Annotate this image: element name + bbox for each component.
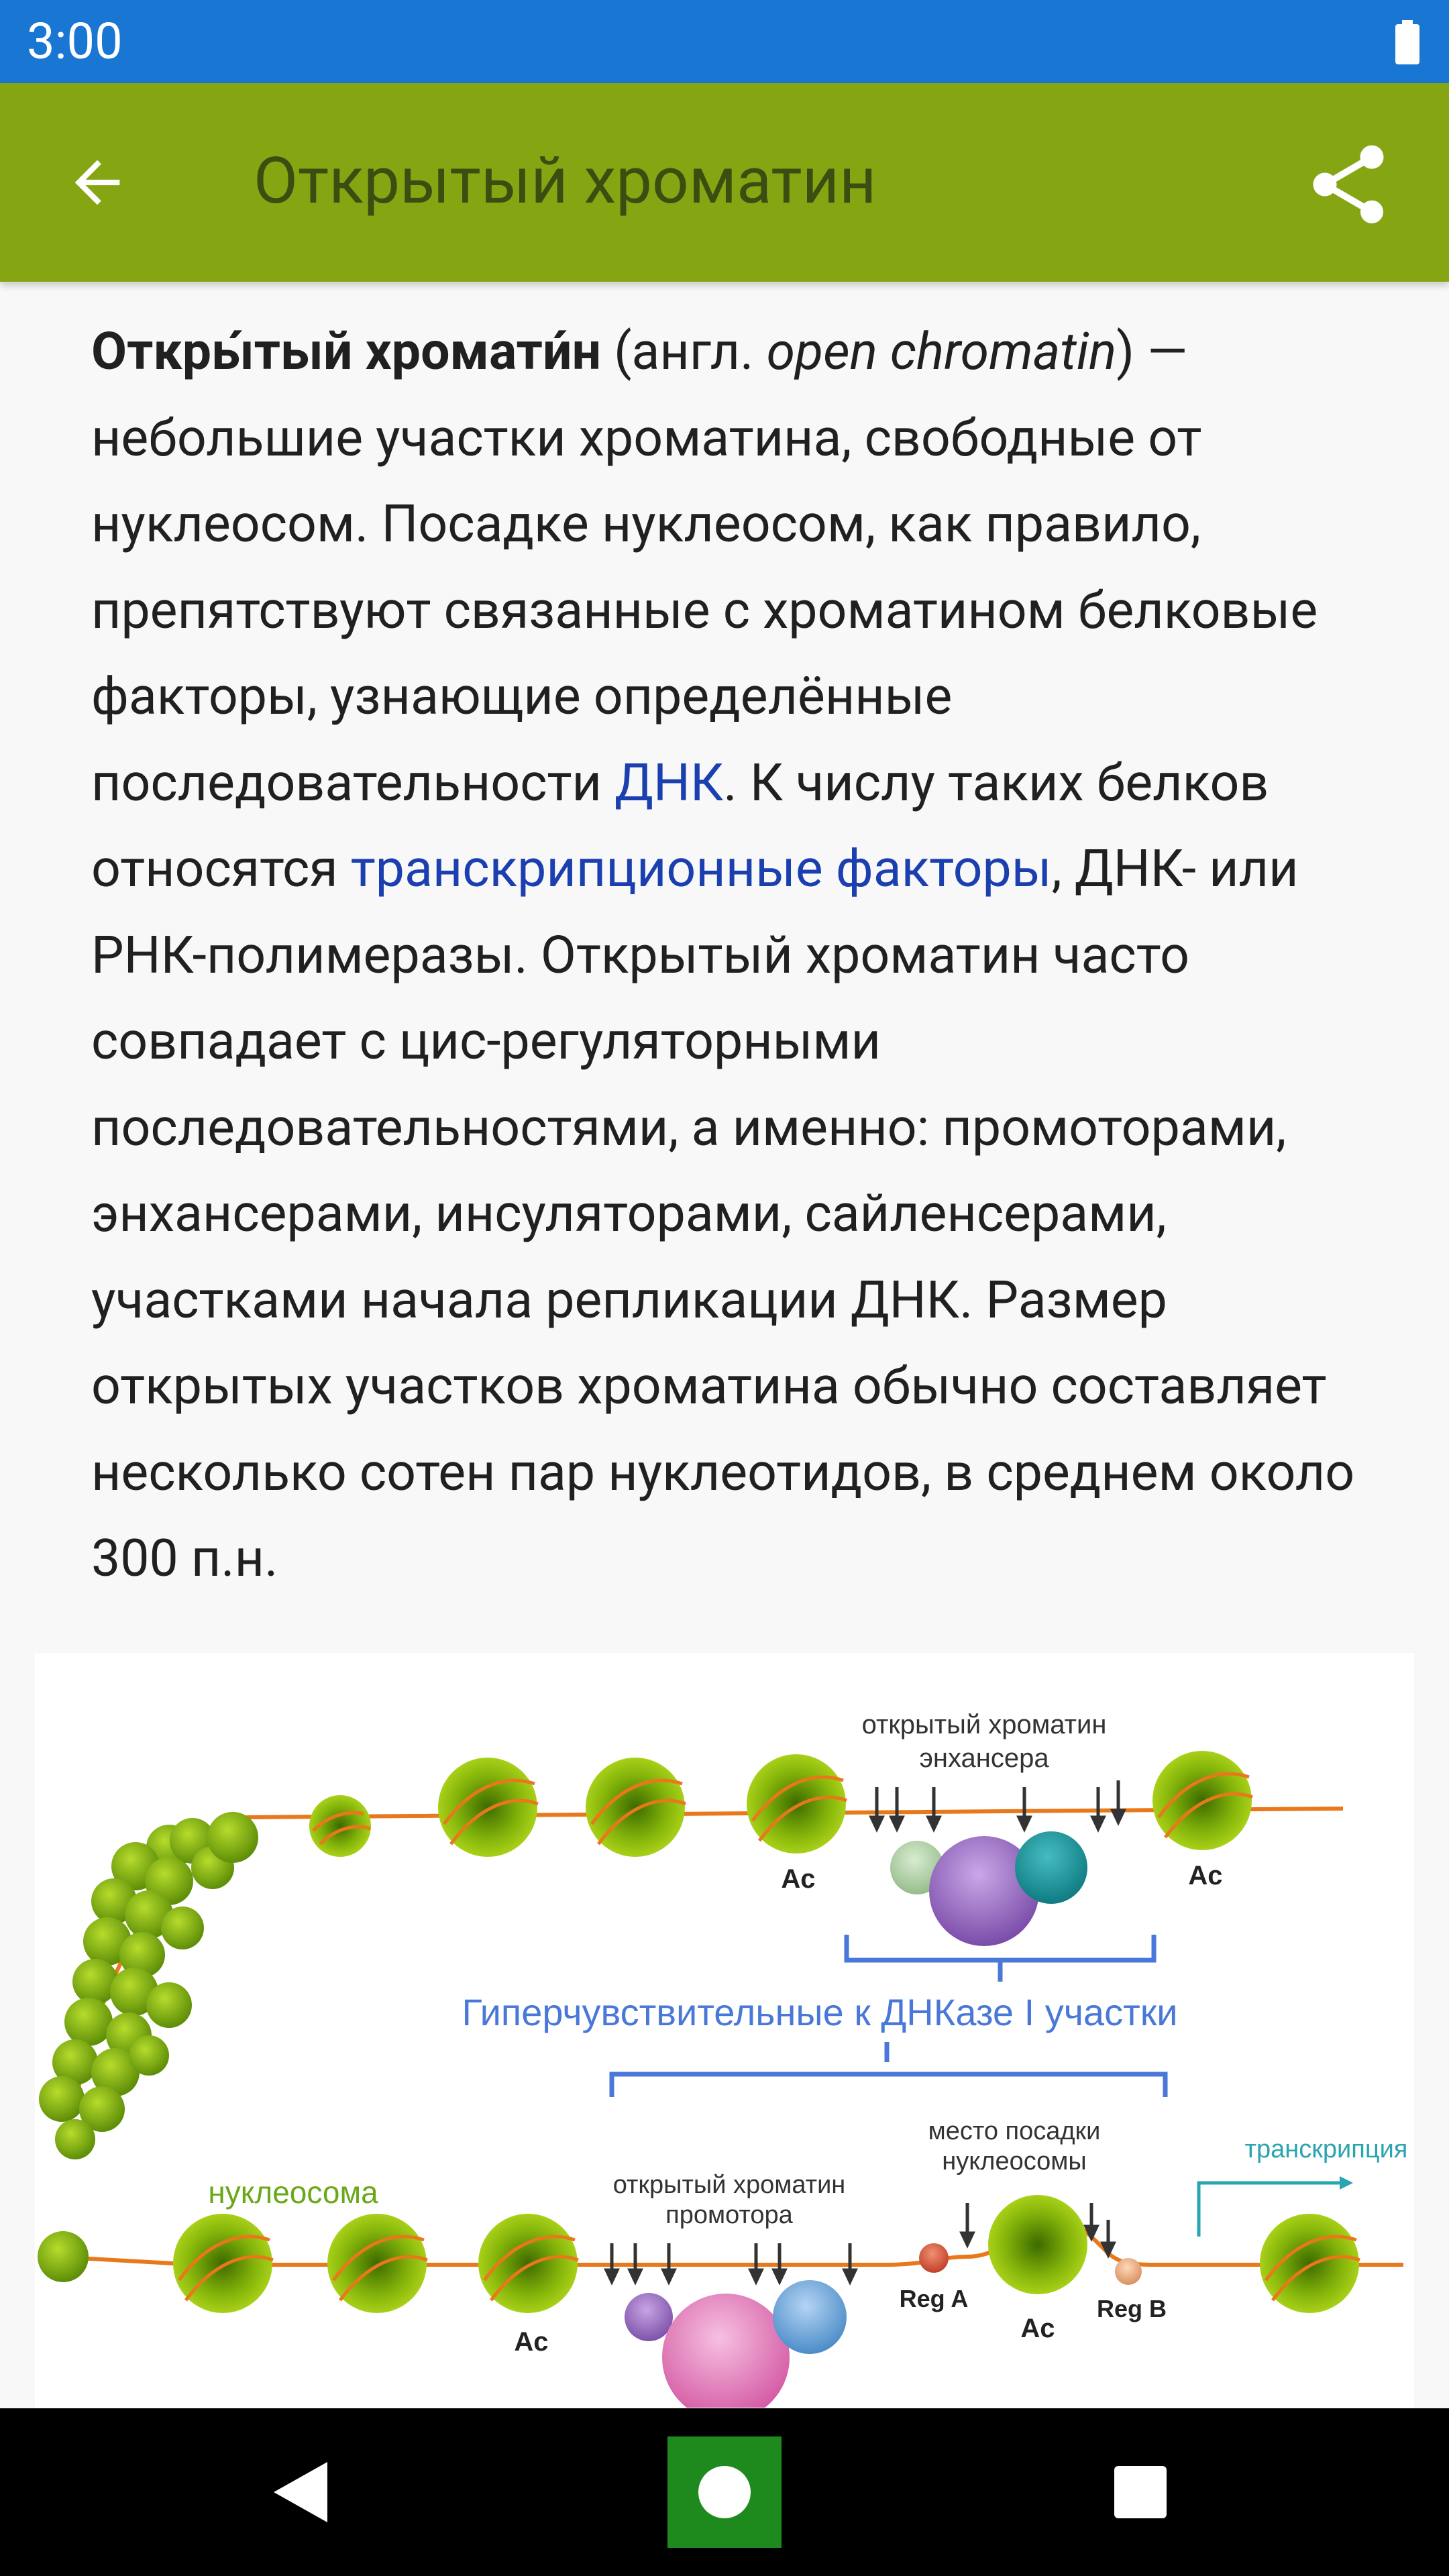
- nucleosome-site-label-line-1: место посадки: [928, 2117, 1101, 2145]
- article-text-3: . К числу таких белков относятся: [91, 752, 1269, 899]
- ac-label-3: Ac: [514, 2327, 549, 2357]
- chromatin-diagram: [35, 1653, 1414, 2408]
- nav-recents-icon: [1114, 2466, 1167, 2518]
- reg-a-label: Reg A: [899, 2285, 969, 2312]
- article-english-term: open chromatin: [766, 321, 1117, 382]
- hypersensitive-sites-label: Гиперчувствительные к ДНКазе I участки: [462, 1991, 1178, 2033]
- nav-recents-button[interactable]: [1114, 2408, 1167, 2576]
- share-icon: [1301, 138, 1395, 231]
- nav-home-icon: [667, 2436, 782, 2548]
- ac-label-1: Ac: [781, 1864, 816, 1894]
- nav-home-button[interactable]: [667, 2408, 782, 2576]
- article-term: Откры́тый хромати́н: [91, 321, 602, 382]
- page-title: Открытый хроматин: [254, 144, 877, 219]
- navigation-bar: [0, 2408, 1449, 2576]
- link-transcription-factors[interactable]: транскрипционные факторы: [350, 839, 1052, 899]
- promoter-label-line-2: промотора: [665, 2201, 793, 2229]
- article-paragraph: [91, 309, 1366, 1602]
- article-text-1: (англ.: [601, 321, 767, 382]
- nucleosome-site-label-line-2: нуклеосомы: [942, 2147, 1087, 2176]
- ac-label-4: Ac: [1020, 2314, 1055, 2343]
- article-text-2: ) — небольшие участки хроматина, свободные от нуклеосом. Посадке нуклеосом, как правило, препятствуют связанные с хроматином белковые факторы, узнающие определённые последовательности: [91, 321, 1318, 813]
- back-button[interactable]: [40, 115, 154, 250]
- article-text-4: , ДНК- или РНК-полимеразы. Открытый хроматин часто совпадает с цис-регуляторными последовательностями, а именно: промоторами, энхансерами, инсуляторами, сайленсерами, участками начала репликации ДНК. Размер открытых участков хроматина обычно составляет несколько сотен пар нуклеотидов, в среднем около 300 п.н.: [91, 839, 1355, 1589]
- nav-back-button[interactable]: [255, 2408, 349, 2576]
- promoter-label-line-1: открытый хроматин: [612, 2171, 846, 2199]
- ac-label-2: Ac: [1188, 1861, 1223, 1890]
- nucleosome-label: нуклеосома: [208, 2175, 378, 2210]
- status-bar: [0, 0, 1449, 83]
- enhancer-label-line-2: энхансера: [919, 1743, 1049, 1773]
- battery-icon: [1394, 20, 1421, 64]
- arrow-back-icon: [64, 149, 131, 216]
- share-button[interactable]: [1275, 117, 1422, 252]
- transcription-label: транскрипция: [1244, 2135, 1408, 2163]
- enhancer-label-line-1: открытый хроматин: [861, 1710, 1107, 1739]
- nav-back-icon: [274, 2462, 330, 2522]
- status-time: 3:00: [27, 13, 123, 71]
- reg-b-label: Reg B: [1096, 2295, 1167, 2322]
- chromatin-figure[interactable]: [35, 1653, 1414, 2408]
- link-dna[interactable]: ДНК: [614, 752, 724, 813]
